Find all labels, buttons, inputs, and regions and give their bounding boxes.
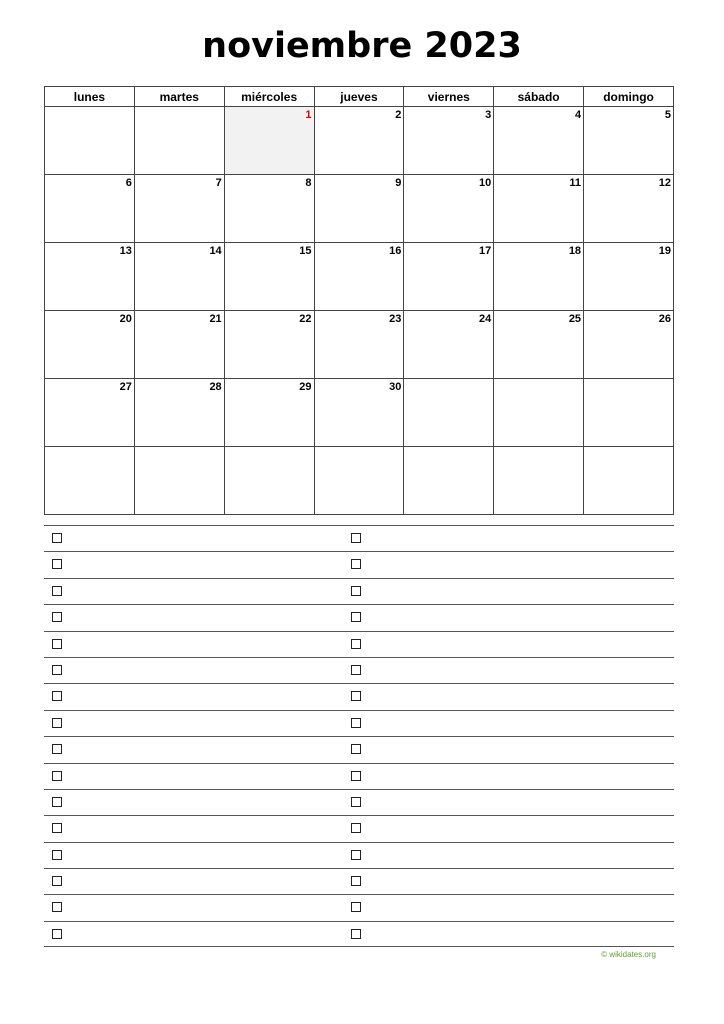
calendar-day-cell [404, 379, 494, 447]
calendar-week-row [45, 311, 674, 379]
calendar-day-cell [404, 175, 494, 243]
calendar-day-cell [494, 447, 584, 515]
day-number: 8 [305, 177, 312, 189]
checkbox-icon[interactable] [351, 612, 361, 622]
day-number: 13 [119, 245, 132, 257]
calendar-day-cell [584, 447, 674, 515]
day-number: 28 [209, 381, 222, 393]
calendar-day-cell [584, 107, 674, 175]
day-number: 9 [395, 177, 402, 189]
day-number: 16 [389, 245, 402, 257]
checkbox-icon[interactable] [351, 850, 361, 860]
day-number: 17 [478, 245, 492, 257]
calendar-day-cell [224, 243, 314, 311]
calendar-day-cell [45, 311, 135, 379]
day-number: 26 [658, 313, 671, 325]
todo-row [44, 763, 674, 789]
checkbox-icon[interactable] [52, 559, 62, 569]
day-number [581, 386, 583, 388]
checkbox-icon[interactable] [351, 718, 361, 728]
todo-row [44, 710, 674, 736]
day-number: 12 [658, 177, 671, 189]
checkbox-icon[interactable] [351, 559, 361, 569]
todo-row [44, 657, 674, 683]
calendar-day-cell [134, 447, 224, 515]
day-number [491, 454, 493, 456]
calendar-day-cell [134, 243, 224, 311]
day-number: 25 [568, 313, 582, 325]
todo-row [44, 789, 674, 815]
calendar-day-cell [314, 175, 404, 243]
day-number: 22 [299, 313, 312, 325]
calendar-day-cell [314, 107, 404, 175]
calendar-day-cell [584, 243, 674, 311]
checkbox-icon[interactable] [52, 850, 62, 860]
checkbox-icon[interactable] [351, 771, 361, 781]
day-number: 4 [574, 109, 582, 121]
day-number [401, 454, 403, 456]
day-number: 21 [209, 313, 222, 325]
day-number: 11 [569, 177, 582, 189]
calendar-day-cell [404, 107, 494, 175]
todo-row [44, 525, 674, 551]
day-number [581, 454, 583, 456]
todo-list [44, 525, 674, 947]
checkbox-icon[interactable] [351, 929, 361, 939]
calendar-day-cell [45, 175, 135, 243]
day-number: 29 [299, 381, 312, 393]
day-number [491, 386, 493, 388]
day-number: 10 [478, 177, 492, 189]
calendar-day-cell [134, 107, 224, 175]
day-number: 20 [119, 313, 132, 325]
todo-row [44, 842, 674, 868]
calendar-day-cell [314, 243, 404, 311]
todo-row [44, 921, 674, 947]
calendar-day-cell [494, 379, 584, 447]
day-number: 14 [209, 245, 222, 257]
checkbox-icon[interactable] [351, 744, 361, 754]
checkbox-icon[interactable] [351, 533, 361, 543]
day-number [222, 454, 224, 456]
credit-text: © wikidates.org [601, 950, 656, 959]
calendar-day-cell [584, 175, 674, 243]
checkbox-icon[interactable] [52, 612, 62, 622]
checkbox-icon[interactable] [52, 876, 62, 886]
todo-row [44, 578, 674, 604]
day-number: 23 [389, 313, 402, 325]
checkbox-icon[interactable] [52, 691, 62, 701]
day-number: 1 [305, 109, 312, 121]
day-number [132, 454, 134, 456]
calendar-day-cell [134, 379, 224, 447]
day-number: 19 [658, 245, 671, 257]
day-number: 3 [485, 109, 492, 121]
todo-row [44, 815, 674, 841]
calendar-grid [44, 86, 674, 515]
checkbox-icon[interactable] [52, 797, 62, 807]
calendar-day-cell [494, 311, 584, 379]
day-number: 15 [299, 245, 312, 257]
checkbox-icon[interactable] [52, 586, 62, 596]
calendar-week-row [45, 243, 674, 311]
day-number [312, 454, 314, 456]
day-number: 2 [395, 109, 402, 121]
todo-row [44, 894, 674, 920]
checkbox-icon[interactable] [351, 586, 361, 596]
calendar-day-cell [584, 311, 674, 379]
checkbox-icon[interactable] [52, 718, 62, 728]
calendar-week-row [45, 447, 674, 515]
day-number: 7 [215, 177, 222, 189]
calendar-day-cell [314, 447, 404, 515]
day-number: 30 [389, 381, 402, 393]
todo-row [44, 683, 674, 709]
day-number [132, 114, 134, 116]
calendar-day-cell [404, 311, 494, 379]
day-number [671, 386, 673, 388]
calendar-day-cell [134, 175, 224, 243]
calendar-day-cell [584, 379, 674, 447]
calendar-day-cell [224, 447, 314, 515]
checkbox-icon[interactable] [52, 744, 62, 754]
day-number: 6 [125, 177, 132, 189]
calendar-week-row [45, 175, 674, 243]
calendar-day-cell [45, 447, 135, 515]
weekday-header: sábado [494, 87, 584, 107]
calendar-day-cell [314, 311, 404, 379]
checkbox-icon[interactable] [52, 823, 62, 833]
calendar-day-cell [224, 175, 314, 243]
day-number: 18 [568, 245, 582, 257]
weekday-header: viernes [404, 87, 494, 107]
calendar-day-cell [45, 107, 135, 175]
calendar-day-cell [404, 447, 494, 515]
weekday-header: jueves [314, 87, 404, 107]
calendar-day-cell [45, 379, 135, 447]
calendar-body [45, 107, 674, 515]
todo-row [44, 868, 674, 894]
calendar-title: noviembre 2023 [202, 26, 522, 66]
weekday-header-row [45, 87, 674, 107]
checkbox-icon[interactable] [351, 639, 361, 649]
checkbox-icon[interactable] [351, 876, 361, 886]
checkbox-icon[interactable] [52, 771, 62, 781]
checkbox-icon[interactable] [52, 639, 62, 649]
calendar-week-row [45, 379, 674, 447]
calendar-day-cell [494, 175, 584, 243]
checkbox-icon[interactable] [351, 797, 361, 807]
day-number [222, 114, 224, 116]
calendar-day-cell [494, 107, 584, 175]
checkbox-icon[interactable] [52, 902, 62, 912]
calendar-day-cell [224, 107, 314, 175]
calendar-day-cell [404, 243, 494, 311]
todo-row [44, 736, 674, 762]
checkbox-icon[interactable] [351, 691, 361, 701]
calendar-week-row [45, 107, 674, 175]
weekday-header: martes [134, 87, 224, 107]
day-number: 5 [664, 109, 671, 121]
calendar-day-cell [494, 243, 584, 311]
todo-row [44, 604, 674, 630]
checkbox-icon[interactable] [52, 929, 62, 939]
day-number: 27 [119, 381, 132, 393]
checkbox-icon[interactable] [351, 823, 361, 833]
calendar-day-cell [224, 311, 314, 379]
weekday-header: domingo [584, 87, 674, 107]
checkbox-icon[interactable] [52, 533, 62, 543]
weekday-header: lunes [45, 87, 135, 107]
calendar-day-cell [224, 379, 314, 447]
day-number [671, 454, 673, 456]
calendar-day-cell [134, 311, 224, 379]
todo-row [44, 551, 674, 577]
checkbox-icon[interactable] [52, 665, 62, 675]
day-number: 24 [478, 313, 492, 325]
weekday-header: miércoles [224, 87, 314, 107]
checkbox-icon[interactable] [351, 665, 361, 675]
todo-row [44, 631, 674, 657]
checkbox-icon[interactable] [351, 902, 361, 912]
calendar-day-cell [314, 379, 404, 447]
calendar-day-cell [45, 243, 135, 311]
